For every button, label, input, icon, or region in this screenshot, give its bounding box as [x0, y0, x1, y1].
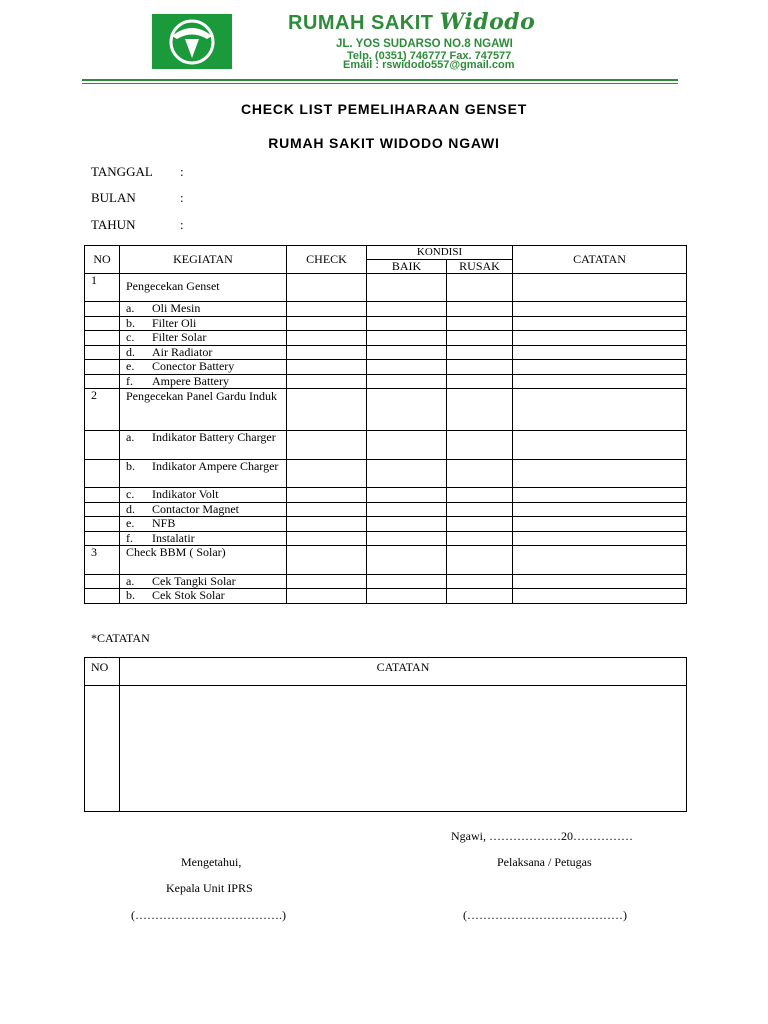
checklist-table	[84, 245, 687, 604]
item-letter: d.	[126, 344, 135, 359]
item-text: Cek Tangki Solar	[152, 573, 236, 588]
item-text: Air Radiator	[152, 344, 213, 359]
table-row	[85, 360, 687, 375]
notes-text-cell[interactable]	[120, 686, 687, 812]
hospital-address: JL. YOS SUDARSO NO.8 NGAWI	[336, 38, 513, 50]
item-letter: f.	[126, 530, 133, 545]
item-letter: c.	[126, 330, 135, 344]
table-row	[85, 331, 687, 346]
table-row	[85, 517, 687, 532]
col-header-catatan: CATATAN	[513, 246, 687, 274]
col-header-kegiatan: KEGIATAN	[120, 246, 287, 274]
hospital-logo-icon	[152, 14, 232, 69]
item-letter: f.	[126, 373, 133, 388]
item-letter: a.	[126, 430, 135, 444]
item-text: Oli Mesin	[152, 301, 201, 315]
sign-left-title: Mengetahui,	[181, 855, 242, 869]
sign-right-title: Pelaksana / Petugas	[497, 855, 592, 869]
row-group-title: Pengecekan Panel Gardu Induk	[120, 389, 287, 431]
hospital-name-main: RUMAH SAKIT	[288, 12, 434, 34]
hospital-email: Email : rswidodo557@gmail.com	[343, 59, 515, 71]
item-text: Indikator Ampere Charger	[152, 458, 279, 473]
item-letter: a.	[126, 301, 135, 315]
col-header-check: CHECK	[287, 246, 367, 274]
item-letter: b.	[126, 315, 135, 330]
item-text: Indikator Battery Charger	[152, 430, 276, 444]
table-row-group-3	[85, 546, 687, 575]
col-header-kondisi: KONDISI	[367, 246, 513, 260]
notes-no-cell[interactable]	[85, 686, 120, 812]
notes-col-no: NO	[85, 658, 120, 686]
table-row	[85, 374, 687, 389]
row-number: 2	[85, 389, 120, 431]
table-row	[85, 589, 687, 604]
row-group-title: Check BBM ( Solar)	[120, 546, 287, 575]
row-number: 3	[85, 546, 120, 575]
item-text: NFB	[152, 516, 176, 530]
sign-right-blank: (…………………………………)	[463, 908, 627, 922]
field-tahun-label: TAHUN	[91, 217, 136, 232]
table-row	[85, 345, 687, 360]
document-subtitle: RUMAH SAKIT WIDODO NGAWI	[268, 135, 500, 151]
baik-cell[interactable]	[367, 274, 447, 302]
item-text: Filter Oli	[152, 315, 197, 330]
table-row	[85, 302, 687, 317]
table-row-group-1	[85, 274, 687, 302]
field-tanggal-label: TANGGAL	[91, 164, 153, 179]
field-bulan-colon: :	[180, 190, 184, 205]
item-letter: b.	[126, 458, 135, 473]
col-header-rusak: RUSAK	[447, 260, 513, 274]
col-header-no: NO	[85, 246, 120, 274]
item-letter: b.	[126, 588, 135, 602]
item-text: Cek Stok Solar	[152, 588, 225, 602]
item-letter: a.	[126, 573, 135, 588]
hospital-phone: Telp. (0351) 746777 Fax. 747577	[347, 50, 512, 62]
notes-table	[84, 657, 687, 812]
sign-left-role: Kepala Unit IPRS	[166, 881, 253, 895]
notes-label: *CATATAN	[91, 631, 150, 645]
sign-left-blank: (……………………………….)	[131, 908, 286, 922]
field-bulan-label: BULAN	[91, 190, 136, 205]
item-text: Conector Battery	[152, 359, 235, 373]
col-header-baik: BAIK	[367, 260, 447, 274]
notes-col-catatan: CATATAN	[120, 658, 687, 686]
item-text: Ampere Battery	[152, 373, 229, 388]
item-text: Contactor Magnet	[152, 501, 239, 516]
table-row	[85, 431, 687, 460]
row-number: 1	[85, 274, 120, 302]
field-tahun-colon: :	[180, 217, 184, 232]
notes-header-row	[85, 658, 687, 686]
item-letter: e.	[126, 359, 135, 373]
row-group-title: Pengecekan Genset	[120, 274, 287, 302]
item-letter: d.	[126, 501, 135, 516]
table-row	[85, 459, 687, 488]
check-cell[interactable]	[287, 274, 367, 302]
table-row	[85, 502, 687, 517]
table-header-row	[85, 246, 687, 260]
table-row-group-2	[85, 389, 687, 431]
header-divider	[82, 79, 678, 81]
rusak-cell[interactable]	[447, 274, 513, 302]
hospital-logo	[152, 14, 232, 69]
table-row	[85, 574, 687, 589]
place-date: Ngawi, ………………20……………	[451, 829, 633, 843]
table-row	[85, 531, 687, 546]
notes-body-row	[85, 686, 687, 812]
catatan-cell[interactable]	[513, 274, 687, 302]
header-divider-thin	[82, 83, 678, 84]
table-row	[85, 488, 687, 503]
document-title: CHECK LIST PEMELIHARAAN GENSET	[240, 101, 528, 117]
item-letter: e.	[126, 516, 135, 530]
item-letter: c.	[126, 487, 135, 501]
item-text: Filter Solar	[152, 330, 207, 344]
hospital-name	[288, 9, 535, 35]
table-row	[85, 316, 687, 331]
field-tanggal-colon: :	[180, 164, 184, 179]
hospital-name-script: Widodo	[439, 9, 536, 35]
item-text: Indikator Volt	[152, 487, 219, 501]
item-text: Instalatir	[152, 530, 195, 545]
